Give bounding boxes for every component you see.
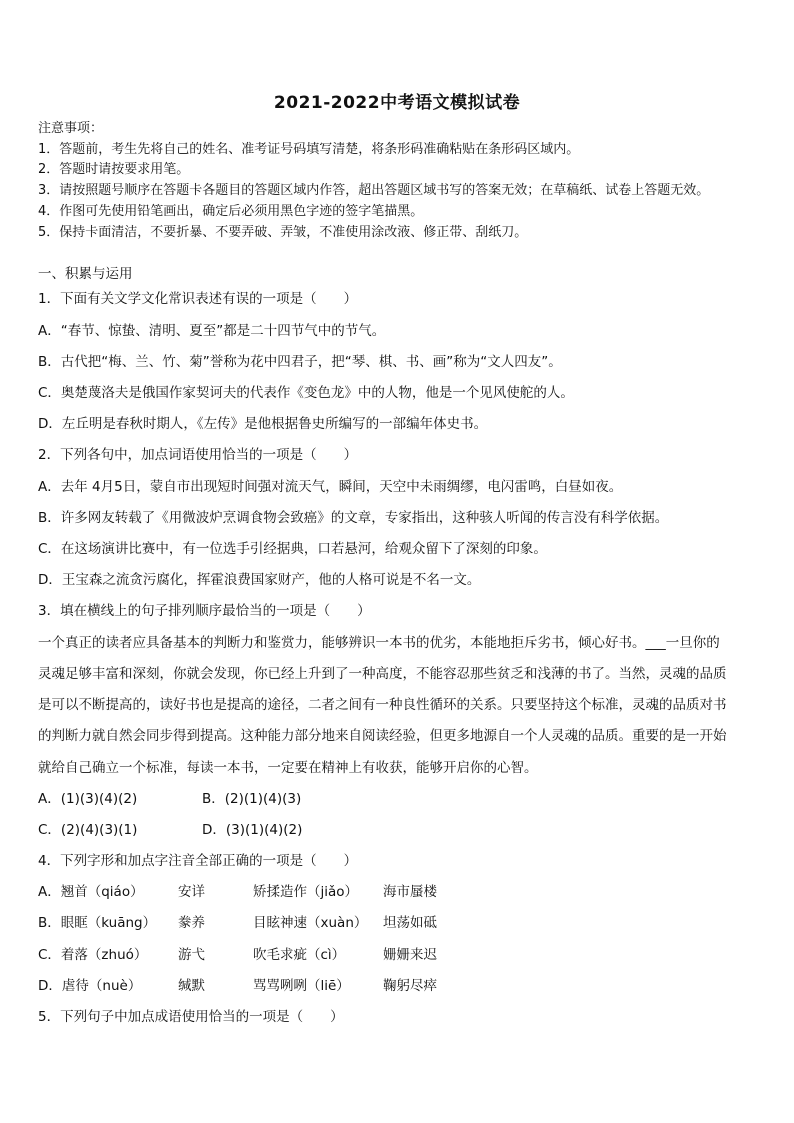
notice-item: 3．请按照题号顺序在答题卡各题目的答题区域内作答，超出答题区域书写的答案无效；在草稿纸、试卷上答题无效。 [38,183,710,198]
answer-option: B．(2)(1)(4)(3) [202,791,302,807]
notice-heading: 注意事项： [38,121,104,136]
option-term: B．眼眶（kuāng） [38,915,157,931]
question-stem: 5．下列句子中加点成语使用恰当的一项是（ ） [38,1009,344,1025]
passage-line: 就给自己确立一个标准，每读一本书，一定要在精神上有收获，能够开启你的心智。 [38,760,538,776]
answer-option: C．奥楚蔑洛夫是俄国作家契诃夫的代表作《变色龙》中的人物，他是一个见风使舵的人。 [38,385,574,401]
option-term: A．翘首（qiáo） [38,884,144,900]
answer-option: A．“春节、惊蛰、清明、夏至”都是二十四节气中的节气。 [38,323,386,339]
page-title: 2021-2022中考语文模拟试卷 [273,93,521,113]
option-term: 安详 [178,884,205,900]
question-stem: 2．下列各句中，加点词语使用恰当的一项是（ ） [38,447,358,463]
option-term: 海市蜃楼 [383,884,437,900]
answer-option: A．去年 4月5日，蒙自市出现短时间强对流天气，瞬间，天空中未雨绸缪，电闪雷鸣，白昼如夜。 [38,479,623,495]
option-term: 坦荡如砥 [383,915,437,931]
notice-item: 2．答题时请按要求用笔。 [38,162,190,177]
question-stem: 3．填在横线上的句子排列顺序最恰当的一项是（ ） [38,603,371,619]
answer-option-row [38,821,768,839]
option-term: 骂骂咧咧（liē） [253,978,350,994]
answer-option: C．在这场演讲比赛中，有一位选手引经据典，口若悬河，给观众留下了深刻的印象。 [38,541,547,557]
option-term: D．虐待（nuè） [38,978,142,994]
option-term: 目眩神速（xuàn） [253,915,368,931]
passage-line: 是可以不断提高的，读好书也是提高的途径，二者之间有一种良性循环的关系。只要坚持这个标准，灵魂的品质对书 [38,697,727,713]
option-term: 鞠躬尽瘁 [383,978,437,994]
answer-option: C．(2)(4)(3)(1) [38,822,138,838]
option-term: 矫揉造作（jiǎo） [253,884,359,900]
option-term: C．着落（zhuó） [38,947,148,963]
answer-option: D．左丘明是春秋时期人，《左传》是他根据鲁史所编写的一部编年体史书。 [38,416,488,432]
option-term: 游弋 [178,947,205,963]
answer-option: B．古代把“梅、兰、竹、菊”誉称为花中四君子，把“琴、棋、书、画”称为“文人四友”。 [38,354,562,370]
question-stem: 1．下面有关文学文化常识表述有误的一项是（ ） [38,291,358,307]
answer-option-row [38,977,768,995]
question-stem: 4．下列字形和加点字注音全部正确的一项是（ ） [38,853,358,869]
option-term: 缄默 [178,978,205,994]
answer-option-row [38,914,768,932]
notice-item: 4．作图可先使用铅笔画出，确定后必须用黑色字迹的签字笔描黑。 [38,204,424,219]
option-term: 吹毛求疵（cì） [253,947,346,963]
answer-option: D．王宝森之流贪污腐化，挥霍浪费国家财产，他的人格可说是不名一文。 [38,572,481,588]
answer-option-row [38,790,768,808]
option-term: 豢养 [178,915,205,931]
notice-item: 1．答题前，考生先将自己的姓名、准考证号码填写清楚，将条形码准确粘贴在条形码区域内。 [38,142,580,157]
passage-line: 灵魂足够丰富和深刻，你就会发现，你已经上升到了一种高度，不能容忍那些贫乏和浅薄的书了。当然，灵魂的品质 [38,666,727,682]
answer-option: D．(3)(1)(4)(2) [202,822,303,838]
passage-line: 一个真正的读者应具备基本的判断力和鉴赏力，能够辨识一本书的优劣，本能地拒斥劣书，倾心好书。___一旦你的 [38,635,720,651]
answer-option: B．许多网友转载了《用微波炉烹调食物会致癌》的文章，专家指出，这种骇人听闻的传言没有科学依据。 [38,510,669,526]
answer-option-row [38,946,768,964]
option-term: 姗姗来迟 [383,947,437,963]
section-heading: 一、积累与运用 [38,266,133,282]
answer-option-row [38,883,768,901]
notice-item: 5．保持卡面清洁，不要折暴、不要弄破、弄皱，不准使用涂改液、修正带、刮纸刀。 [38,225,528,240]
passage-line: 的判断力就自然会同步得到提高。这种能力部分地来自阅读经验，但更多地源自一个人灵魂的品质。重要的是一开始 [38,728,727,744]
answer-option: A．(1)(3)(4)(2) [38,791,138,807]
